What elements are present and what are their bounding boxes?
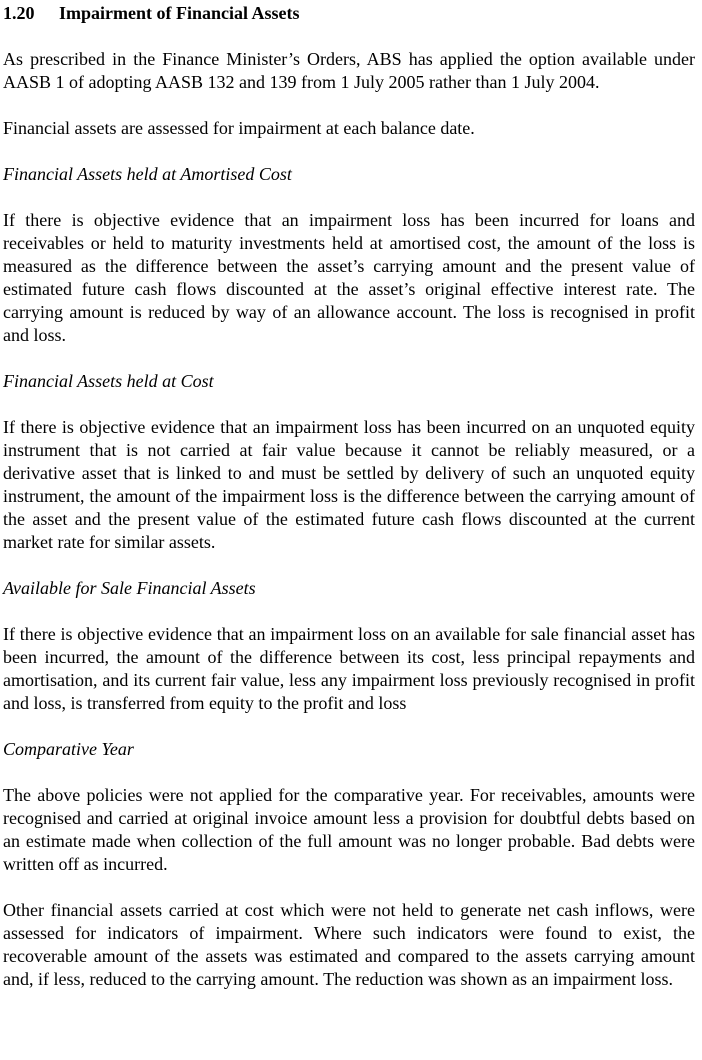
section-heading [3, 2, 695, 25]
paragraph: Financial assets are assessed for impairment at each balance date. [3, 118, 475, 138]
paragraph: If there is objective evidence that an impairment loss has been incurred on an unquoted equity instrument that is not carried at fair value because it cannot be reliably measured, or a derivative asset that is linked to and must be settled by delivery of such an unquoted equity instrument, the amount of the impairment loss is the difference between the carrying amount of the asset and the present value of the estimated future cash flows discounted at the current market rate for similar assets. [3, 417, 695, 552]
paragraph: As prescribed in the Finance Minister’s Orders, ABS has applied the option available under AASB 1 of adopting AASB 132 and 139 from 1 July 2005 rather than 1 July 2004. [3, 49, 695, 92]
paragraph: Other financial assets carried at cost which were not held to generate net cash inflows, were assessed for indicators of impairment. Where such indicators were found to exist, the recoverable amount of the assets was estimated and compared to the assets carrying amount and, if less, reduced to the carrying amount. The reduction was shown as an impairment loss. [3, 900, 695, 989]
paragraph: If there is objective evidence that an impairment loss on an available for sale financial asset has been incurred, the amount of the difference between its cost, less principal repayments and amortisation, and its current fair value, less any impairment loss previously recognised in profit and loss, is transferred from equity to the profit and loss [3, 624, 695, 713]
paragraph: If there is objective evidence that an impairment loss has been incurred for loans and receivables or held to maturity investments held at amortised cost, the amount of the loss is measured as the difference between the asset’s carrying amount and the present value of estimated future cash flows discounted at the asset’s original effective interest rate. The carrying amount is reduced by way of an allowance account. The loss is recognised in profit and loss. [3, 210, 695, 345]
paragraph: The above policies were not applied for the comparative year. For receivables, amounts were recognised and carried at original invoice amount less a provision for doubtful debts based on an estimate made when collection of the full amount was no longer probable. Bad debts were written off as incurred. [3, 785, 695, 874]
subheading: Available for Sale Financial Assets [3, 578, 256, 598]
subheading: Comparative Year [3, 739, 134, 759]
subheading: Financial Assets held at Amortised Cost [3, 164, 292, 184]
subheading: Financial Assets held at Cost [3, 371, 214, 391]
section-heading-title: Impairment of Financial Assets [59, 3, 300, 23]
section-heading-number: 1.20 [3, 3, 35, 23]
